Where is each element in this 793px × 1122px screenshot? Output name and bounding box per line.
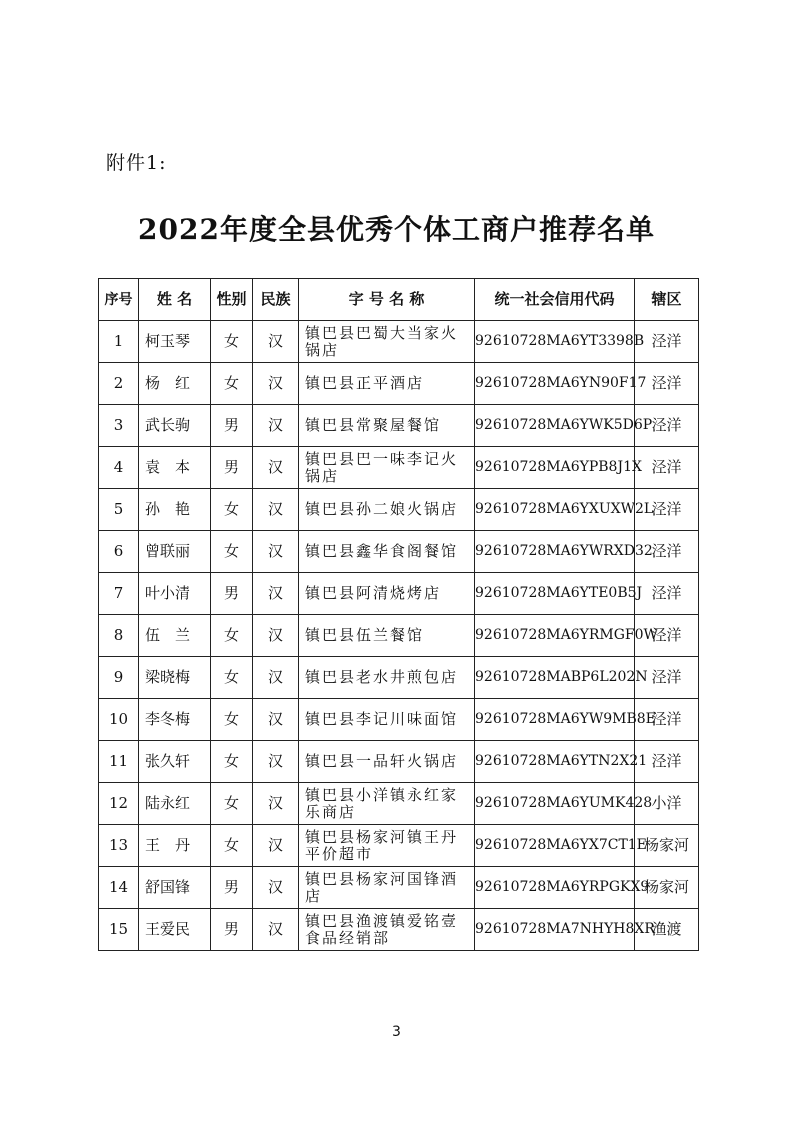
table-row: [99, 657, 699, 699]
credit-code-cell: 92610728MA6YWRXD32: [475, 531, 635, 573]
shop-name-cell: 镇巴县鑫华食阁餐馆: [299, 531, 475, 573]
seq-cell: 11: [99, 741, 139, 783]
seq-cell: 6: [99, 531, 139, 573]
credit-code-cell: 92610728MA6YTN2X21: [475, 741, 635, 783]
shop-name-cell: 镇巴县阿清烧烤店: [299, 573, 475, 615]
gender-cell: 女: [211, 531, 253, 573]
name-cell: 叶小清: [139, 573, 211, 615]
seq-cell: 4: [99, 447, 139, 489]
table-row: [99, 573, 699, 615]
gender-cell: 女: [211, 489, 253, 531]
name-cell: 张久轩: [139, 741, 211, 783]
credit-code-cell: 92610728MA6YTE0B5J: [475, 573, 635, 615]
shop-name-cell: 镇巴县小洋镇永红家乐商店: [299, 783, 475, 825]
credit-code-cell: 92610728MA6YUMK428: [475, 783, 635, 825]
district-cell: 泾洋: [635, 699, 699, 741]
name-cell: 李冬梅: [139, 699, 211, 741]
district-cell: 泾洋: [635, 615, 699, 657]
ethnicity-cell: 汉: [253, 657, 299, 699]
district-cell: 泾洋: [635, 531, 699, 573]
district-cell: 杨家河: [635, 825, 699, 867]
page-number: 3: [392, 1024, 401, 1040]
district-cell: 泾洋: [635, 741, 699, 783]
ethnicity-cell: 汉: [253, 783, 299, 825]
seq-cell: 5: [99, 489, 139, 531]
seq-cell: 9: [99, 657, 139, 699]
ethnicity-cell: 汉: [253, 909, 299, 951]
shop-name-cell: 镇巴县杨家河国锋酒店: [299, 867, 475, 909]
shop-name-cell: 镇巴县一品轩火锅店: [299, 741, 475, 783]
name-cell: 孙 艳: [139, 489, 211, 531]
table-row: [99, 321, 699, 363]
name-cell: 曾联丽: [139, 531, 211, 573]
district-cell: 泾洋: [635, 657, 699, 699]
shop-name-cell: 镇巴县巴蜀大当家火锅店: [299, 321, 475, 363]
district-cell: 泾洋: [635, 489, 699, 531]
header-gender: 性别: [211, 279, 253, 321]
name-cell: 杨 红: [139, 363, 211, 405]
document-title: 2022年度全县优秀个体工商户推荐名单: [138, 213, 655, 246]
table-header-row: [99, 279, 699, 321]
name-cell: 舒国锋: [139, 867, 211, 909]
district-cell: 泾洋: [635, 363, 699, 405]
table-row: [99, 909, 699, 951]
gender-cell: 女: [211, 741, 253, 783]
gender-cell: 女: [211, 657, 253, 699]
gender-cell: 女: [211, 363, 253, 405]
gender-cell: 男: [211, 447, 253, 489]
name-cell: 陆永红: [139, 783, 211, 825]
district-cell: 泾洋: [635, 573, 699, 615]
credit-code-cell: 92610728MA6YX7CT1E: [475, 825, 635, 867]
name-cell: 王爱民: [139, 909, 211, 951]
credit-code-cell: 92610728MA6YW9MB8E: [475, 699, 635, 741]
seq-cell: 2: [99, 363, 139, 405]
seq-cell: 1: [99, 321, 139, 363]
ethnicity-cell: 汉: [253, 363, 299, 405]
header-seq: 序号: [99, 279, 139, 321]
table-row: [99, 489, 699, 531]
shop-name-cell: 镇巴县常聚屋餐馆: [299, 405, 475, 447]
ethnicity-cell: 汉: [253, 447, 299, 489]
name-cell: 王 丹: [139, 825, 211, 867]
gender-cell: 女: [211, 321, 253, 363]
ethnicity-cell: 汉: [253, 867, 299, 909]
table-row: [99, 699, 699, 741]
shop-name-cell: 镇巴县正平酒店: [299, 363, 475, 405]
district-cell: 渔渡: [635, 909, 699, 951]
name-cell: 伍 兰: [139, 615, 211, 657]
gender-cell: 女: [211, 783, 253, 825]
ethnicity-cell: 汉: [253, 531, 299, 573]
header-shop-name: 字 号 名 称: [299, 279, 475, 321]
credit-code-cell: 92610728MA6YN90F17: [475, 363, 635, 405]
seq-cell: 7: [99, 573, 139, 615]
credit-code-cell: 92610728MA7NHYH8XR: [475, 909, 635, 951]
district-cell: 泾洋: [635, 447, 699, 489]
seq-cell: 10: [99, 699, 139, 741]
credit-code-cell: 92610728MA6YRPGKX9: [475, 867, 635, 909]
district-cell: 泾洋: [635, 405, 699, 447]
table-row: [99, 825, 699, 867]
gender-cell: 男: [211, 909, 253, 951]
table-row: [99, 741, 699, 783]
seq-cell: 15: [99, 909, 139, 951]
seq-cell: 13: [99, 825, 139, 867]
name-cell: 袁 本: [139, 447, 211, 489]
credit-code-cell: 92610728MA6YRMGF0W: [475, 615, 635, 657]
table-row: [99, 615, 699, 657]
gender-cell: 女: [211, 615, 253, 657]
shop-name-cell: 镇巴县老水井煎包店: [299, 657, 475, 699]
header-credit-code: 统一社会信用代码: [475, 279, 635, 321]
table-row: [99, 447, 699, 489]
shop-name-cell: 镇巴县巴一味李记火锅店: [299, 447, 475, 489]
district-cell: 杨家河: [635, 867, 699, 909]
shop-name-cell: 镇巴县李记川味面馆: [299, 699, 475, 741]
credit-code-cell: 92610728MA6YXUXW2L: [475, 489, 635, 531]
gender-cell: 男: [211, 867, 253, 909]
district-cell: 小洋: [635, 783, 699, 825]
gender-cell: 男: [211, 573, 253, 615]
header-name: 姓 名: [139, 279, 211, 321]
seq-cell: 8: [99, 615, 139, 657]
table-row: [99, 405, 699, 447]
ethnicity-cell: 汉: [253, 615, 299, 657]
ethnicity-cell: 汉: [253, 825, 299, 867]
credit-code-cell: 92610728MABP6L202N: [475, 657, 635, 699]
table-row: [99, 783, 699, 825]
recommendation-table: [98, 278, 699, 951]
gender-cell: 女: [211, 699, 253, 741]
ethnicity-cell: 汉: [253, 321, 299, 363]
gender-cell: 男: [211, 405, 253, 447]
ethnicity-cell: 汉: [253, 405, 299, 447]
seq-cell: 3: [99, 405, 139, 447]
ethnicity-cell: 汉: [253, 741, 299, 783]
credit-code-cell: 92610728MA6YWK5D6P: [475, 405, 635, 447]
credit-code-cell: 92610728MA6YPB8J1X: [475, 447, 635, 489]
seq-cell: 14: [99, 867, 139, 909]
name-cell: 梁晓梅: [139, 657, 211, 699]
seq-cell: 12: [99, 783, 139, 825]
attachment-label: 附件1:: [106, 152, 167, 174]
shop-name-cell: 镇巴县孙二娘火锅店: [299, 489, 475, 531]
header-district: 辖区: [635, 279, 699, 321]
ethnicity-cell: 汉: [253, 573, 299, 615]
name-cell: 武长驹: [139, 405, 211, 447]
shop-name-cell: 镇巴县伍兰餐馆: [299, 615, 475, 657]
gender-cell: 女: [211, 825, 253, 867]
name-cell: 柯玉琴: [139, 321, 211, 363]
shop-name-cell: 镇巴县杨家河镇王丹平价超市: [299, 825, 475, 867]
ethnicity-cell: 汉: [253, 489, 299, 531]
table-row: [99, 867, 699, 909]
shop-name-cell: 镇巴县渔渡镇爱铭壹食品经销部: [299, 909, 475, 951]
credit-code-cell: 92610728MA6YT3398B: [475, 321, 635, 363]
header-ethnicity: 民族: [253, 279, 299, 321]
district-cell: 泾洋: [635, 321, 699, 363]
table-row: [99, 531, 699, 573]
ethnicity-cell: 汉: [253, 699, 299, 741]
table-row: [99, 363, 699, 405]
